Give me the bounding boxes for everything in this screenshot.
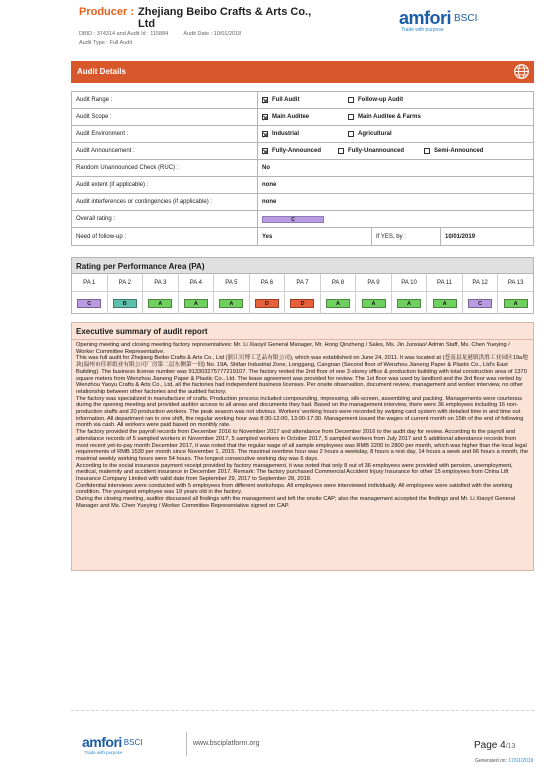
performance-area-name: PA 8	[321, 274, 356, 292]
performance-area-name: PA 4	[179, 274, 214, 292]
audit-announcement-row	[72, 143, 534, 160]
checkbox-checked-icon[interactable]	[262, 114, 268, 120]
performance-area-rating-cell	[427, 292, 462, 314]
follow-up-audit-label: Follow-up Audit	[358, 97, 404, 103]
logo-bsci-text: BSCI	[454, 13, 478, 24]
performance-area-column	[392, 274, 428, 314]
ruc-value: No	[258, 160, 534, 177]
performance-area-rating-badge: A	[219, 299, 243, 308]
page-number	[474, 740, 515, 751]
fully-announced-option[interactable]	[262, 148, 338, 154]
performance-area-name: PA 5	[214, 274, 249, 292]
main-auditee-option[interactable]	[262, 114, 348, 120]
performance-area-name: PA 3	[143, 274, 178, 292]
performance-area-column	[321, 274, 357, 314]
checkbox-checked-icon[interactable]	[262, 97, 268, 103]
performance-area-rating-cell	[214, 292, 249, 314]
fully-unannounced-label: Fully-Unannounced	[348, 148, 404, 154]
follow-up-if-label: If YES, by :	[371, 228, 441, 245]
industrial-label: Industrial	[272, 131, 300, 137]
performance-area-rating-cell	[392, 292, 427, 314]
full-audit-option[interactable]	[262, 97, 348, 103]
audit-type-text: Audit Type : Full Audit	[79, 40, 133, 46]
audit-environment-label: Audit Environment :	[72, 126, 258, 143]
performance-area-rating-badge: D	[290, 299, 314, 308]
audit-meta	[79, 31, 255, 37]
footer-website-link[interactable]: www.bsciplatform.org	[193, 740, 260, 747]
performance-area-rating-badge: A	[362, 299, 386, 308]
performance-area-rating-badge: A	[504, 299, 528, 308]
page-label: Page	[474, 740, 498, 751]
performance-area-name: PA 2	[108, 274, 143, 292]
performance-area-column	[356, 274, 392, 314]
performance-area-column	[72, 274, 108, 314]
executive-summary-body	[72, 340, 533, 512]
globe-icon	[513, 63, 530, 80]
dbid-text: DBID : 374314 and Audit Id : 115884	[79, 31, 169, 37]
performance-area-title: Rating per Performance Area (PA)	[72, 258, 533, 274]
audit-announcement-label: Audit Announcement :	[72, 143, 258, 160]
semi-announced-label: Semi-Announced	[434, 148, 484, 154]
summary-paragraph: The factory provided the payroll records from December 2016 to November 2017 and attendance from December 2016 to the audit day for review. According to the payroll and attendance records of 5 sampled workers in November 2017, 5 sampled workers in October 2017, 5 sampled workers from July 2017 and 5 additional attendance records from most recent yet-to-pay month December 2017, it was noted that the regular wage of all sample employees was RMB 2200 to 2800 per month, which was higher than the local legal requirements of RMB 1530 per month since November 1, 2015. The maximal overtime hour was 2 hours a weekday, 8 hours a rest day, 14 hours a week and 66 hours a month, the maximal weekly working hours were 54 hours. The longest consecutive working day was 6 days.	[76, 429, 529, 462]
performance-area-rating-cell	[321, 292, 356, 314]
page-footer	[0, 728, 553, 768]
audit-range-row	[72, 92, 534, 109]
fully-announced-label: Fully-Announced	[272, 148, 321, 154]
performance-area-name: PA 11	[427, 274, 462, 292]
performance-area-column	[179, 274, 215, 314]
performance-area-rating-badge: D	[255, 299, 279, 308]
amfori-bsci-logo	[399, 8, 477, 36]
footer-vertical-divider	[186, 732, 187, 756]
summary-paragraph: This was full audit for Zhejiang Beibo Crafts & Arts Co., Ltd (浙江贝博工艺品有限公司), which was established on June 24, 2011. It was located at (苍南县龙港镇洪胜工业园区19a地块(温州市佳彩纸业有限公司厂房第二层东侧第一间) No. 19A, Shifan Industrial Zone, Longgang, Cangnan (Second floor of Wenzhou Jianeng Paper & Plastic Co., Ltd's East Building). The business license number was 913303275777219107. The factory rented the 2nd floor of one 3-storey office & production building with total construction area of 1370 square meters from Wenzhou Jianeng Paper & Plastic Co., Ltd. The lease agreement was provided for review. The 1st floor was used by landlord and the 3rd floor was rented by Wenzhou Yaoyu Crafts & Arts Co., Ltd, all the factories had independent business licenses. Per onsite observation, document review, management and worker interview, no other relationship between other factories and the audited factory.	[76, 355, 528, 395]
audit-scope-row	[72, 109, 534, 126]
checkbox-empty-icon[interactable]	[348, 131, 354, 137]
performance-area-rating-badge: A	[148, 299, 172, 308]
performance-area-rating-badge: C	[468, 299, 492, 308]
performance-area-name: PA 7	[285, 274, 320, 292]
performance-area-rating-badge: C	[77, 299, 101, 308]
performance-area-name: PA 1	[72, 274, 107, 292]
performance-area-rating-cell	[179, 292, 214, 314]
summary-paragraph: According to the social insurance payment receipt provided by factory management, it was noted that only 8 out of 36 employees were provided with pension, unemployment, medical, maternity and accident insurance in December 2017. Remark: The factory purchased Commercial Accident Injury Insurance for other 15 employees from China Lift Insurance Company Limited with valid date from September 29, 2017 to September 28, 2018.	[76, 462, 513, 483]
checkbox-empty-icon[interactable]	[348, 97, 354, 103]
checkbox-checked-icon[interactable]	[262, 131, 268, 137]
audit-scope-label: Audit Scope :	[72, 109, 258, 126]
performance-area-rating-badge: A	[326, 299, 350, 308]
audit-extent-value: none	[258, 177, 534, 194]
audit-details-title: Audit Details	[77, 67, 126, 76]
audit-extent-row	[72, 177, 534, 194]
audit-interferences-row	[72, 194, 534, 211]
overall-rating-row	[72, 211, 534, 228]
performance-area-name: PA 6	[250, 274, 285, 292]
industrial-option[interactable]	[262, 131, 348, 137]
checkbox-empty-icon[interactable]	[348, 114, 354, 120]
performance-area-panel	[71, 257, 534, 314]
full-audit-label: Full Audit	[272, 97, 300, 103]
footer-divider	[71, 710, 534, 711]
performance-area-rating-cell	[356, 292, 391, 314]
semi-announced-option[interactable]	[424, 148, 483, 154]
performance-area-name: PA 9	[356, 274, 391, 292]
performance-area-rating-cell	[285, 292, 320, 314]
performance-area-name: PA 10	[392, 274, 427, 292]
performance-area-column	[214, 274, 250, 314]
performance-area-rating-badge: A	[184, 299, 208, 308]
summary-paragraph: Confidential interviews were conducted with 5 employees from different workshops. All employees were interviewed individually. All employees were satisfied with the working condition. The youngest employee was 19 years old in the factory.	[76, 482, 513, 496]
checkbox-empty-icon[interactable]	[424, 148, 430, 154]
follow-up-audit-option[interactable]	[348, 97, 403, 103]
performance-area-grid	[72, 274, 533, 314]
audit-environment-row	[72, 126, 534, 143]
executive-summary-title: Executive summary of audit report	[72, 323, 533, 340]
producer-name: Zhejiang Beibo Crafts & Arts Co., Ltd	[138, 6, 312, 30]
performance-area-column	[463, 274, 499, 314]
follow-up-value: Yes	[262, 233, 273, 240]
follow-up-date: 10/01/2019	[445, 233, 476, 240]
page-current: 4	[500, 740, 506, 751]
footer-logo-bsci: BSCI	[123, 738, 143, 747]
follow-up-row	[72, 228, 534, 246]
performance-area-rating-cell	[108, 292, 143, 314]
overall-rating-badge: C	[262, 216, 324, 223]
ruc-label: Random Unannounced Check (RUC) :	[72, 160, 258, 177]
performance-area-rating-cell	[498, 292, 533, 314]
audit-details-table	[71, 91, 534, 246]
follow-up-label: Need of follow-up :	[72, 228, 258, 246]
page-header	[0, 0, 553, 60]
main-auditee-farms-option[interactable]	[348, 114, 421, 120]
ruc-row	[72, 160, 534, 177]
footer-logo-tagline: Trade with purpose	[84, 750, 123, 755]
audit-range-label: Audit Range :	[72, 92, 258, 109]
main-auditee-label: Main Auditee	[272, 114, 310, 120]
generated-on	[475, 758, 533, 764]
performance-area-column	[143, 274, 179, 314]
footer-logo-amfori: amfori	[82, 734, 122, 750]
logo-tagline: Trade with purpose	[401, 27, 444, 33]
audit-interferences-label: Audit interferences or contingencies (if applicable) :	[72, 194, 258, 211]
page-total: /13	[505, 743, 516, 750]
performance-area-rating-cell	[72, 292, 107, 314]
main-auditee-farms-label: Main Auditee & Farms	[358, 114, 421, 120]
performance-area-column	[285, 274, 321, 314]
performance-area-rating-badge: A	[433, 299, 457, 308]
performance-area-rating-cell	[463, 292, 498, 314]
summary-paragraph: Opening meeting and closing meeting factory representatives: Mr. Li Xiaoyi/ General Manager, Mr. Hong Qinzheng / Sales, Ms. Jin Junxiao/ Admin Staff, Ms. Chen Yueying / Worker Committee Representative.	[76, 342, 510, 355]
performance-area-column	[250, 274, 286, 314]
producer-label: Producer :	[79, 6, 135, 18]
audit-extent-label: Audit extent (if applicable) :	[72, 177, 258, 194]
performance-area-name: PA 13	[498, 274, 533, 292]
executive-summary-panel	[71, 322, 534, 571]
fully-unannounced-option[interactable]	[338, 148, 424, 154]
performance-area-name: PA 12	[463, 274, 498, 292]
performance-area-rating-cell	[250, 292, 285, 314]
performance-area-rating-cell	[143, 292, 178, 314]
generated-date: 17/01/2019	[508, 758, 534, 764]
summary-paragraph: The factory was specialized in manufacture of crafts. Production process included compounding, impressing, silk-screen, assembling and packing. Managements were courteous during the opening meeting and provided auditor access to all areas and documents they had. Based on the management interview, there were 36 employees including 16 non-production staffs and 20 production workers. The peak season was not obvious. Workers' working hours were recorded by swiping card system with detailed time in and time out information. All department ran in one shift, the regular working hour was 8:30-12:00, 13:00-17:30. Management issued the wages of current month on 15th of the end of following month via cash. All workers were paid based on monthly rate.	[76, 395, 524, 429]
logo-amfori-text: amfori	[399, 8, 452, 28]
performance-area-rating-badge: B	[113, 299, 137, 308]
checkbox-checked-icon[interactable]	[262, 148, 268, 154]
performance-area-column	[498, 274, 533, 314]
summary-paragraph: During the closing meeting, auditor discussed all findings with the management and left the onsite CAP; also the management accepted the findings and Mr. Li Xiaoyi/ General Manager and Ms. Chen Yueying / Worker Committee Representative signed on CAP.	[76, 496, 516, 509]
performance-area-rating-badge: A	[397, 299, 421, 308]
agricultural-option[interactable]	[348, 131, 392, 137]
performance-area-column	[427, 274, 463, 314]
audit-interferences-value: none	[258, 194, 534, 211]
overall-rating-label: Overall rating :	[72, 211, 258, 228]
generated-label: Generated on:	[475, 758, 507, 764]
agricultural-label: Agricultural	[358, 131, 392, 137]
audit-details-banner	[71, 61, 534, 83]
checkbox-empty-icon[interactable]	[338, 148, 344, 154]
audit-date-text: Audit Date : 10/01/2018	[183, 31, 242, 37]
performance-area-column	[108, 274, 144, 314]
